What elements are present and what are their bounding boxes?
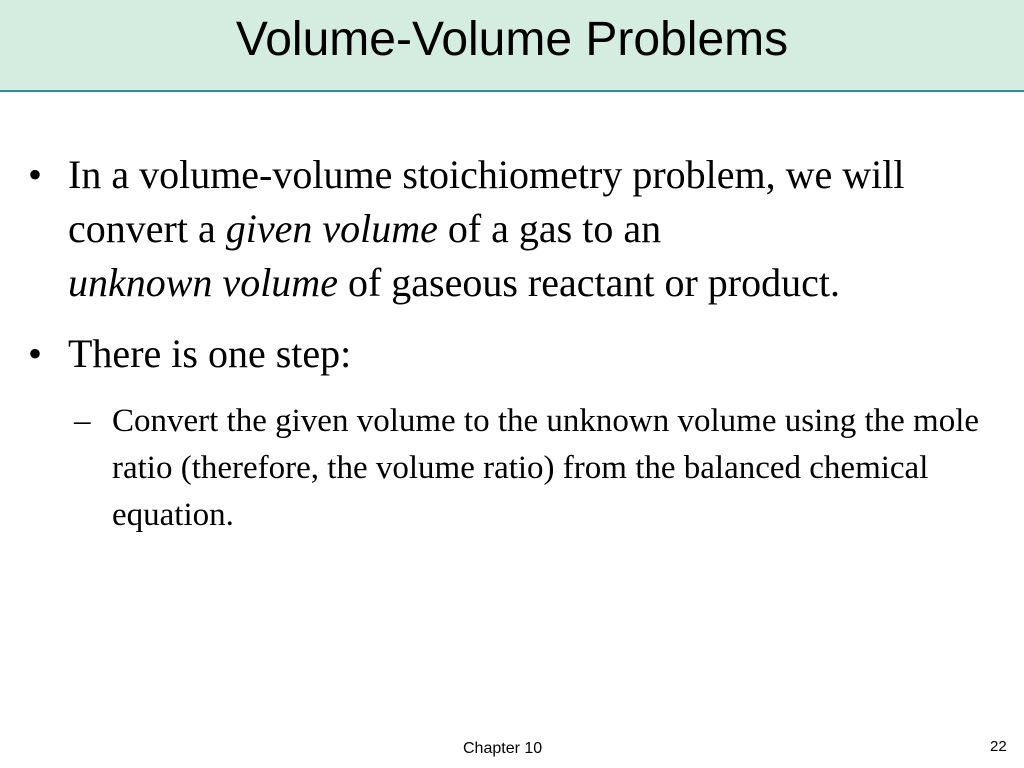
slide-title: Volume-Volume Problems	[235, 13, 789, 66]
bullet-mark: •	[28, 331, 43, 376]
emphasis-given-volume: given volume	[225, 206, 438, 251]
bullet-item-1	[26, 148, 996, 310]
slide-body	[26, 148, 996, 539]
emphasis-unknown-volume: unknown volume	[68, 260, 338, 305]
bullet-mark: •	[28, 152, 43, 197]
sub-bullet-text: Convert the given volume to the unknown volume using the mole ratio (therefore, the volume ratio) from the balanced chemical equation.	[112, 403, 980, 533]
sub-bullet-item-1	[26, 398, 996, 539]
sub-bullet-mark: –	[74, 403, 91, 439]
bullet-text: of a gas to an	[437, 206, 662, 251]
bullet-text: of gaseous reactant or product.	[337, 260, 840, 305]
page-number: 22	[990, 738, 1007, 755]
bullet-text: In a volume-volume stoichiometry problem, we will convert a	[68, 152, 905, 251]
footer-chapter: Chapter 10	[463, 740, 543, 757]
bullet-text: There is one step:	[68, 331, 352, 376]
title-bar	[0, 0, 1024, 92]
bullet-item-2	[26, 327, 996, 381]
